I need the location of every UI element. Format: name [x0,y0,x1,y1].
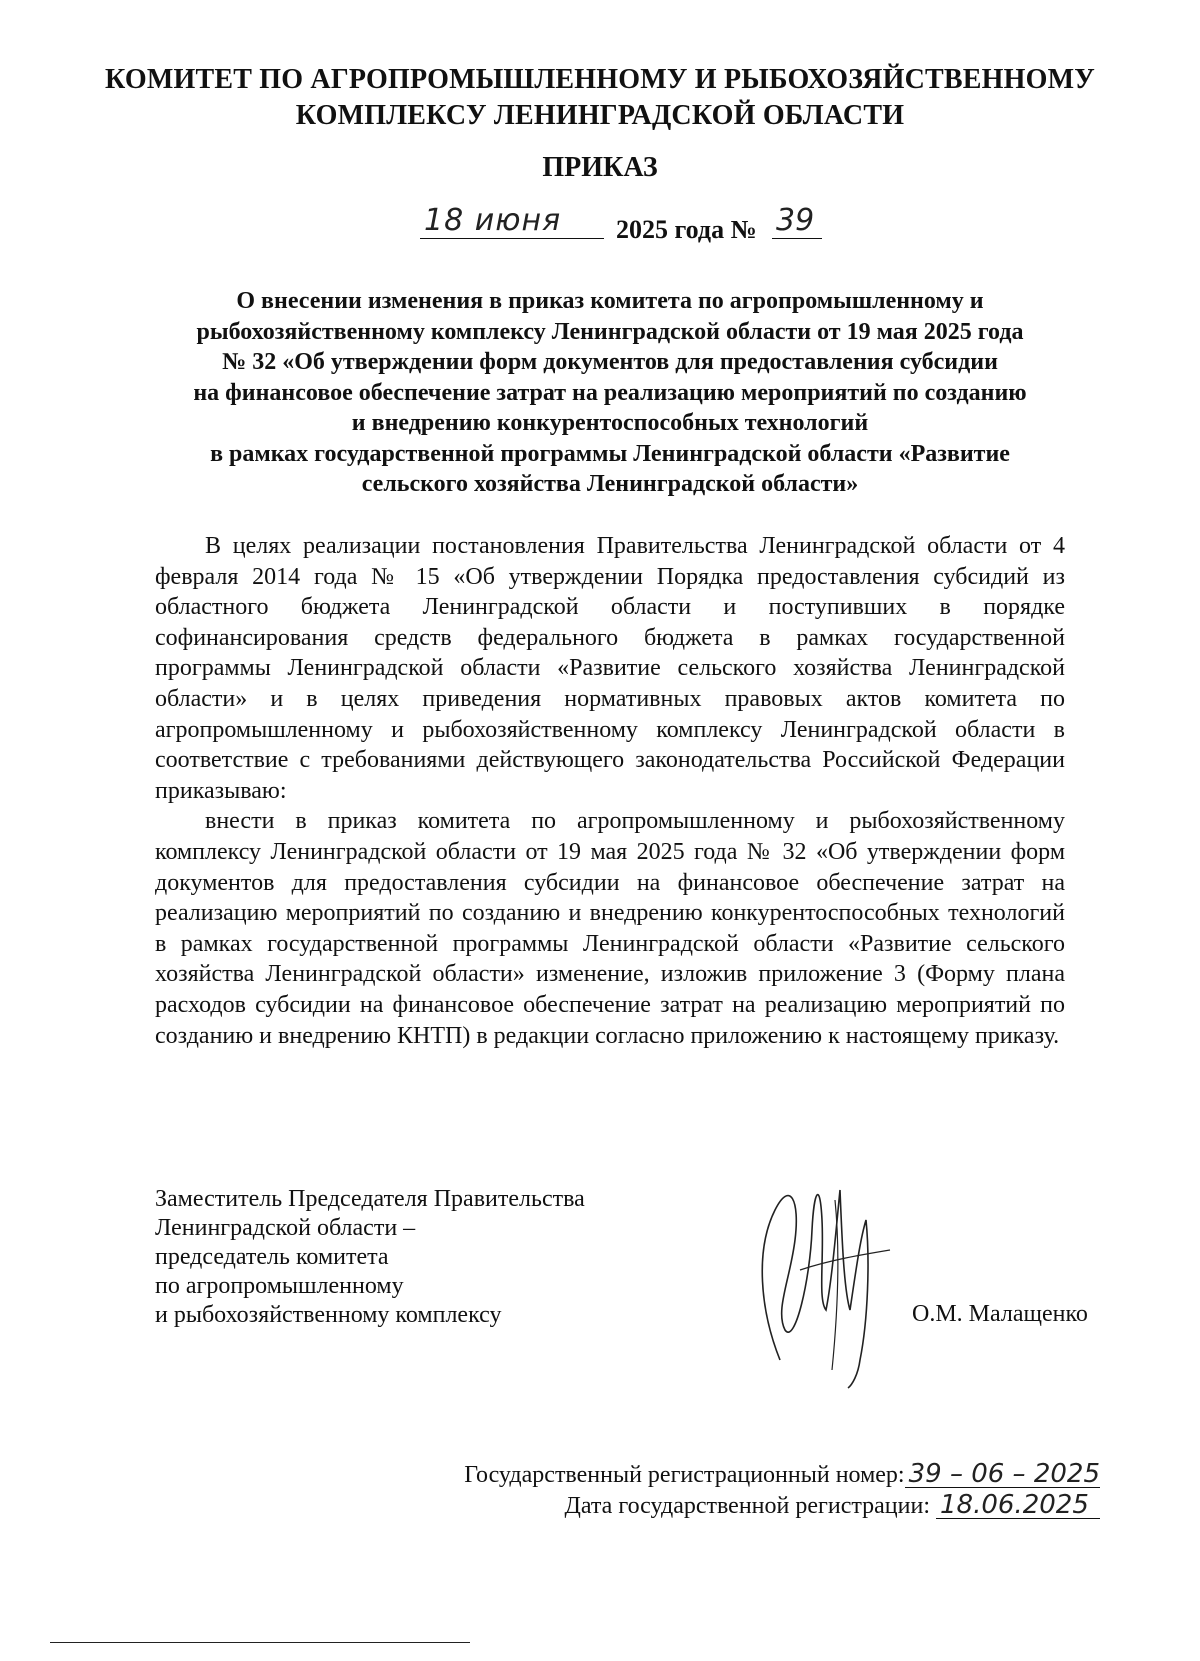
org-line-2: КОМПЛЕКСУ ЛЕНИНГРАДСКОЙ ОБЛАСТИ [295,100,905,131]
handwritten-date: 18 июня [420,203,604,239]
signatory-line: председатель комитета [155,1244,389,1270]
signatory-line: Заместитель Председателя Правительства [155,1186,585,1212]
title-line: № 32 «Об утверждении форм документов для предоставления субсидии [222,349,998,375]
title-line: рыбохозяйственному комплексу Ленинградской области от 19 мая 2025 года [196,318,1024,345]
registration-number-row [420,1460,1120,1491]
signatory-line: Ленинградской области – [155,1215,416,1241]
title-line: на финансовое обеспечение затрат на реализацию мероприятий по созданию [193,379,1027,406]
title-line: и внедрению конкурентоспособных технологий [351,410,869,436]
handwritten-signature [740,1160,900,1390]
title-line: в рамках государственной программы Ленинградской области «Развитие [210,440,1010,467]
org-line-1: КОМИТЕТ ПО АГРОПРОМЫШЛЕННОМУ И РЫБОХОЗЯЙСТВЕННОМУ [105,64,1095,95]
document-type: ПРИКАЗ [542,152,658,183]
title-line: О внесении изменения в приказ комитета по агропромышленному и [236,288,984,314]
registration-date-value: 18.06.2025 [936,1492,1100,1519]
title-line: сельского хозяйства Ленинградской области» [361,471,859,497]
registration-block [420,1460,1120,1522]
signatory-title [155,1185,675,1330]
preamble-paragraph: В целях реализации постановления Правительства Ленинградской области от 4 февраля 2014 года № 15 «Об утверждении Порядка предоставления субсидий из областного бюджета Ленинградской области и поступивших в порядке софинансирования средств федерального бюджета в рамках государственной программы Ленинградской области «Развитие сельского хозяйства Ленинградской области» и в целях приведения нормативных правовых актов комитета по агропромышленному и рыбохозяйственному комплексу Ленинградской области в соответствие с требованиями действующего законодательства Российской Федерации приказываю: [155,533,1065,804]
year-text: 2025 года № [616,215,757,244]
footer-divider [50,1642,470,1643]
registration-date-row [420,1491,1120,1522]
order-dateline [420,205,860,249]
handwritten-order-number: 39 [772,203,822,239]
registration-number-value: 39 – 06 – 2025 [905,1461,1100,1488]
signatory-line: по агропромышленному [155,1273,404,1299]
order-body [155,531,1065,1051]
registration-number-label: Государственный регистрационный номер: [464,1462,905,1488]
signatory-name: О.М. Малащенко [912,1301,1088,1327]
order-title [130,286,1090,500]
registration-date-label: Дата государственной регистрации: [564,1493,930,1519]
signatory-line: и рыбохозяйственному комплексу [155,1302,502,1328]
organization-header [100,62,1100,134]
order-paragraph: внести в приказ комитета по агропромышленному и рыбохозяйственному комплексу Ленинградской области от 19 мая 2025 года № 32 «Об утверждении форм документов для предоставления субсидии на финансовое обеспечение затрат на реализацию мероприятий по созданию и внедрению конкурентоспособных технологий в рамках государственной программы Ленинградской области «Развитие сельского хозяйства Ленинградской области» изменение, изложив приложение 3 (Форму плана расходов субсидии на финансовое обеспечение затрат на реализацию мероприятий по созданию и внедрению КНТП) в редакции согласно приложению к настоящему приказу. [155,808,1065,1049]
